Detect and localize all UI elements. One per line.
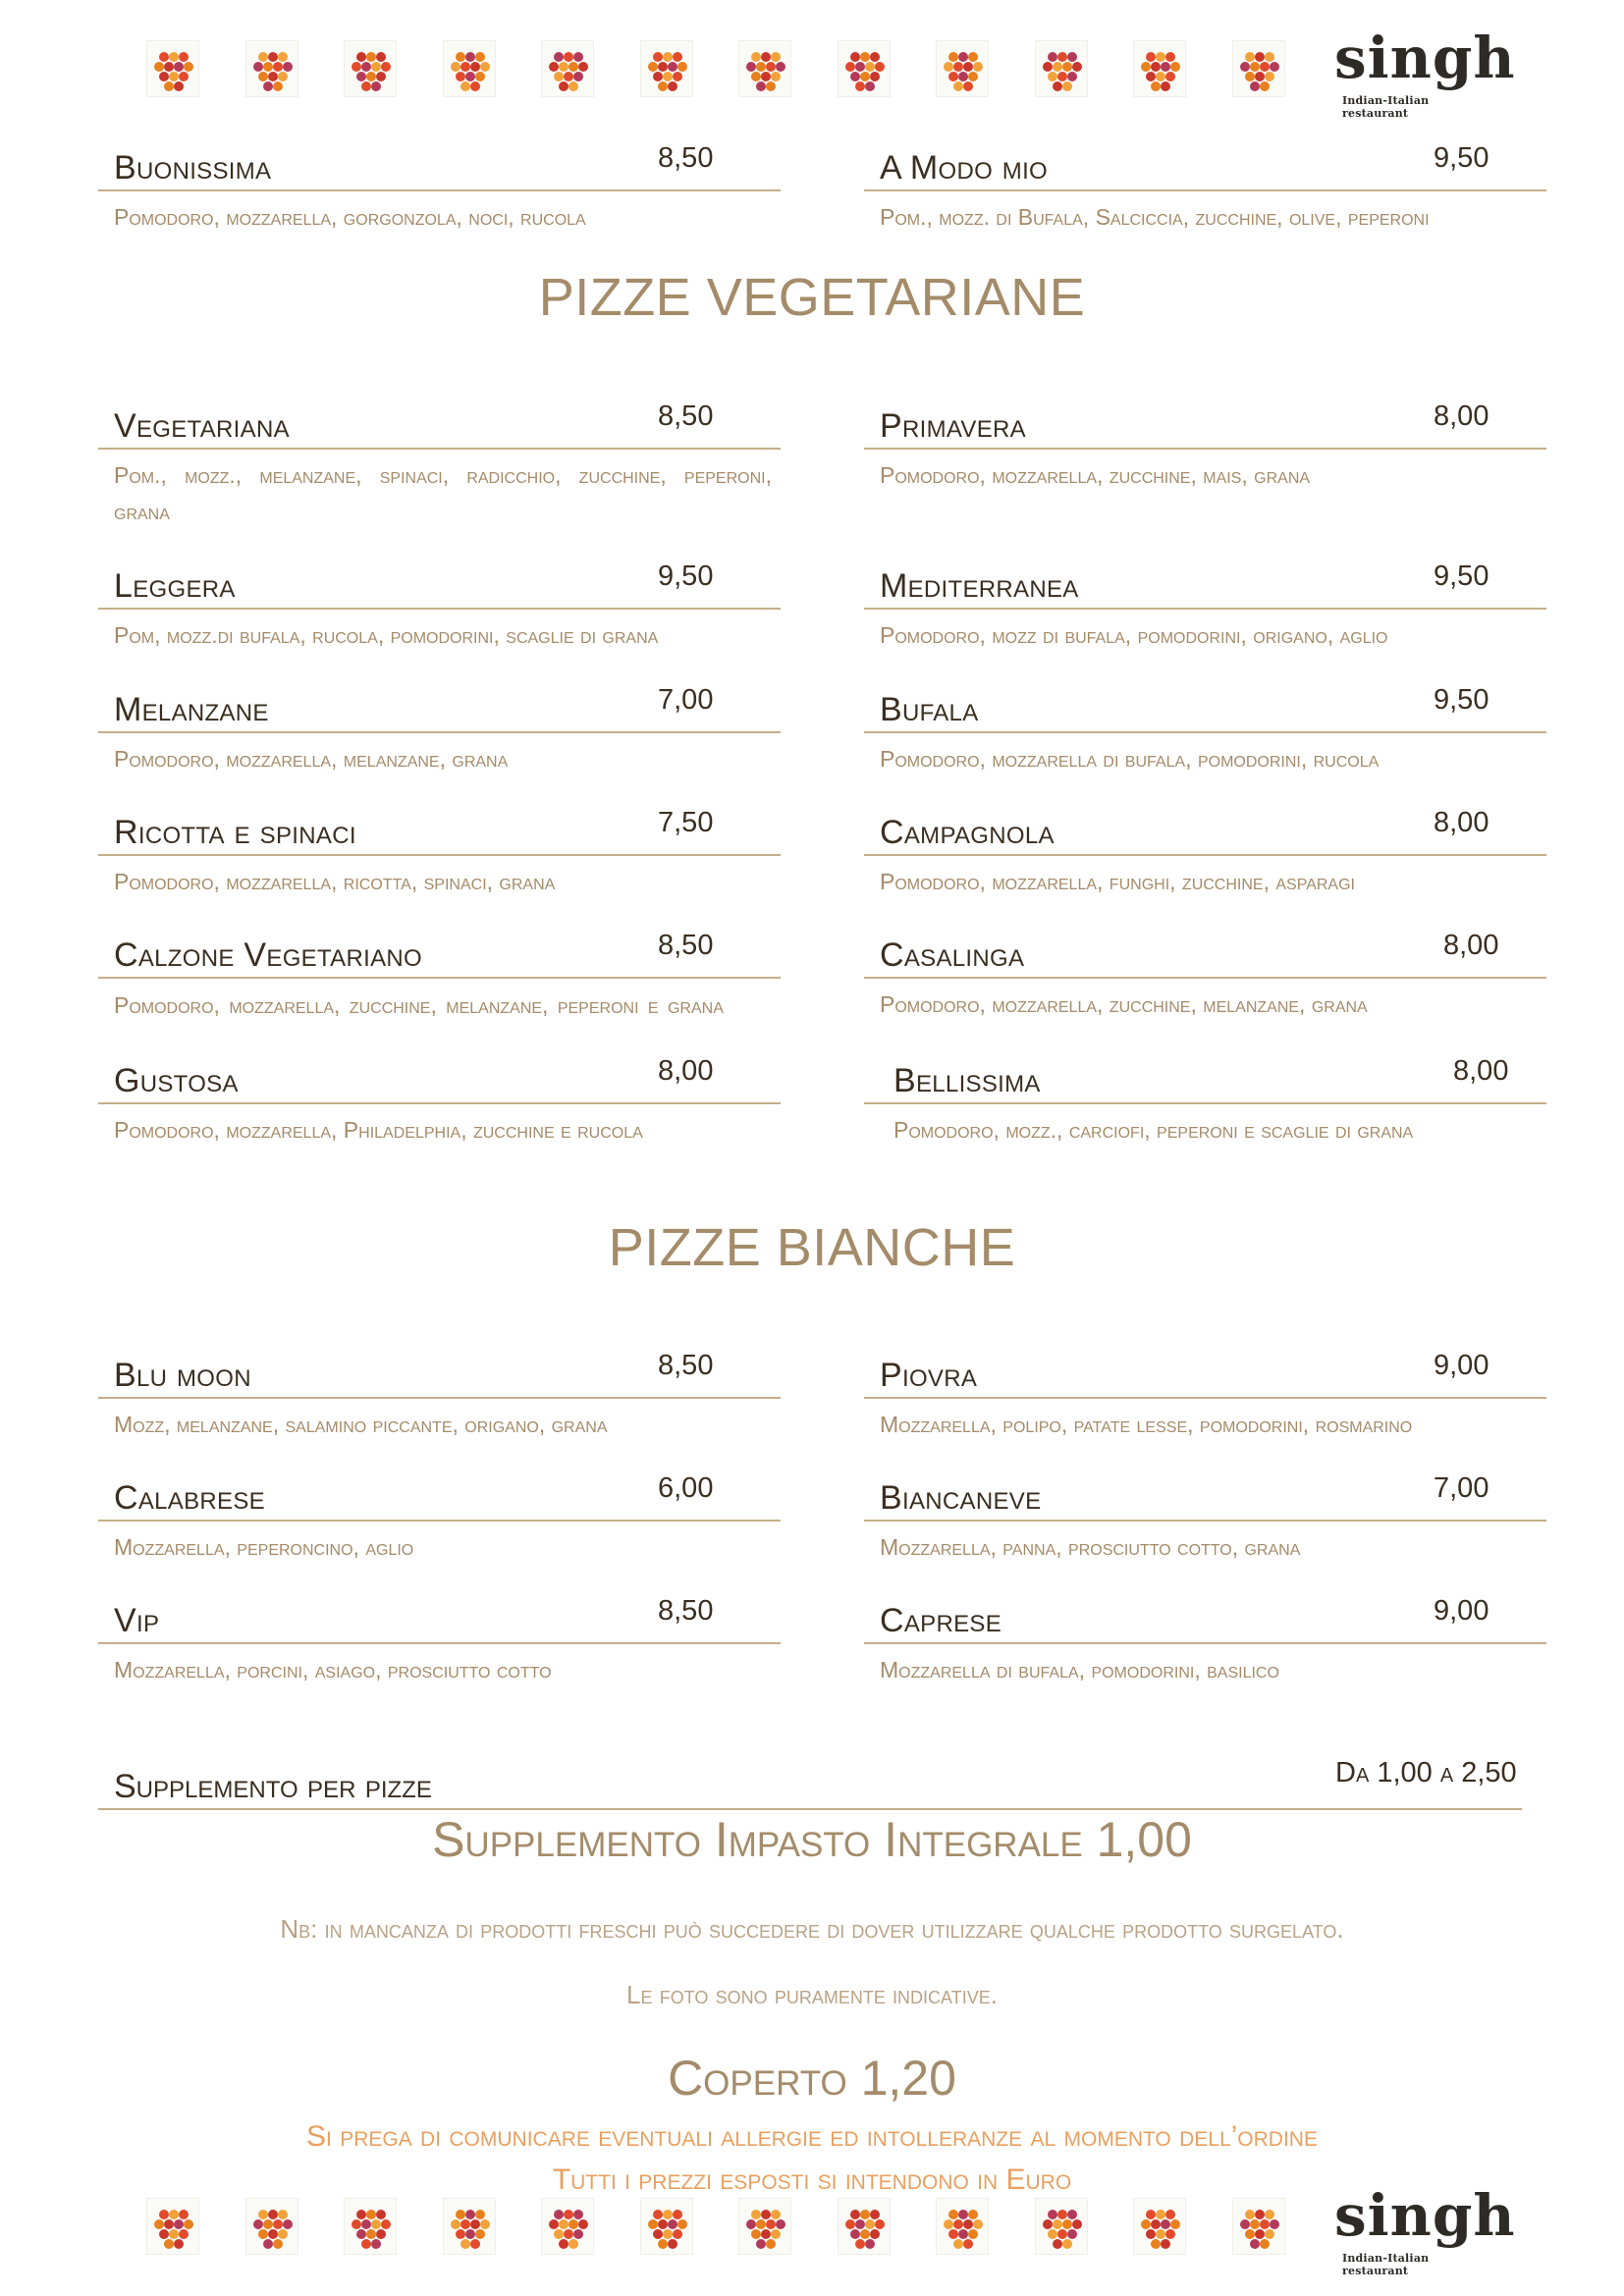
item-name: A Modo mio	[880, 149, 1049, 187]
menu-item	[864, 1595, 1546, 1688]
item-ingredients: Pomodoro, mozzarella di bufala, pomodorini, rucola	[880, 746, 1380, 772]
item-price: 8,00	[1453, 1055, 1509, 1087]
integral-supplement: Supplemento Impasto Integrale 1,00	[432, 1812, 1192, 1867]
item-name: Vip	[114, 1602, 160, 1639]
restaurant-logo-bottom	[1330, 2182, 1516, 2277]
menu-item	[864, 684, 1546, 777]
item-ingredients: Pomodoro, mozzarella, funghi, zucchine, asparagi	[880, 869, 1355, 894]
item-ingredients: Pom., mozz., melanzane, spinaci, radicchio, zucchine, peperoni, grana	[114, 462, 772, 524]
item-name: Leggera	[114, 567, 236, 605]
flower-dots-icon	[1233, 2199, 1284, 2254]
item-price: 9,00	[1434, 1350, 1489, 1381]
flower-dots-icon	[542, 2199, 593, 2254]
flower-dots-icon	[839, 2199, 890, 2254]
flower-dots-icon	[1036, 2199, 1087, 2254]
flower-dots-icon	[246, 2199, 298, 2254]
flower-dots-icon	[444, 2199, 495, 2254]
section-title-bianche: PIZZE BIANCHE	[608, 1218, 1016, 1277]
item-price: 8,50	[658, 1595, 714, 1627]
item-name: Vegetariana	[114, 407, 290, 445]
item-name: Bellissima	[893, 1062, 1041, 1099]
photos-note: Le foto sono puramente indicative.	[626, 1980, 998, 2009]
flower-dots-icon	[641, 41, 692, 96]
item-name: Campagnola	[880, 814, 1055, 851]
flower-dots-icon	[641, 2199, 692, 2254]
menu-item	[98, 684, 781, 777]
item-ingredients: Pomodoro, mozzarella, gorgonzola, noci, rucola	[114, 204, 586, 230]
menu-item	[98, 561, 781, 654]
item-name: Piovra	[880, 1357, 978, 1394]
menu-item	[98, 807, 781, 900]
menu-item	[98, 930, 781, 1024]
menu-item	[98, 1595, 781, 1688]
item-name: Casalinga	[880, 936, 1025, 974]
flower-dots-icon	[345, 41, 396, 96]
item-ingredients: Pomodoro, mozzarella, zucchine, mais, grana	[880, 462, 1311, 488]
flower-dots-icon	[1134, 41, 1185, 96]
flower-dots-icon	[739, 41, 790, 96]
flower-dots-icon	[937, 41, 988, 96]
item-price: 7,00	[658, 684, 714, 716]
item-ingredients: Pomodoro, mozzarella, zucchine, melanzane, grana	[880, 991, 1368, 1017]
item-ingredients: Pomodoro, mozzarella, melanzane, grana	[114, 746, 509, 772]
item-name: Caprese	[880, 1602, 1002, 1639]
flower-dots-icon	[542, 41, 593, 96]
item-price: 9,50	[658, 561, 714, 592]
item-price: 7,50	[658, 807, 714, 838]
frozen-products-note: Nb: in mancanza di prodotti freschi può succedere di dover utilizzare qualche prodotto surgelato.	[280, 1914, 1344, 1944]
item-ingredients: Pom, mozz.di bufala, rucola, pomodorini, scaglie di grana	[114, 622, 659, 648]
flower-dots-icon	[1036, 41, 1087, 96]
logo-wordmark: singh	[1334, 25, 1516, 91]
menu-item	[864, 807, 1546, 900]
menu-item	[864, 930, 1546, 1023]
item-name: Melanzane	[114, 691, 269, 728]
menu-item	[98, 400, 781, 530]
flower-dots-icon	[1233, 41, 1284, 96]
item-name: Bufala	[880, 691, 979, 728]
item-price: 8,00	[658, 1055, 714, 1087]
item-price: 8,00	[1443, 930, 1499, 961]
menu-item	[98, 1350, 781, 1443]
flower-dots-icon	[147, 41, 198, 96]
item-price: 6,00	[658, 1472, 714, 1504]
menu-item	[864, 1055, 1546, 1148]
item-ingredients: Mozzarella, polipo, patate lesse, pomodorini, rosmarino	[880, 1412, 1413, 1437]
item-ingredients: Pomodoro, mozzarella, ricotta, spinaci, grana	[114, 869, 556, 894]
menu-item	[864, 142, 1546, 236]
supplement-label: Supplemento per pizze	[114, 1768, 432, 1805]
item-name: Buonissima	[114, 149, 272, 187]
item-price: 8,00	[1434, 807, 1489, 838]
supplement-range: Da 1,00 a 2,50	[1335, 1757, 1517, 1789]
euro-note: Tutti i prezzi esposti si intendono in Euro	[552, 2163, 1072, 2196]
item-ingredients: Mozzarella, peperoncino, aglio	[114, 1534, 414, 1560]
item-price: 8,50	[658, 1350, 714, 1381]
menu-item	[98, 1055, 781, 1148]
menu-item	[98, 1472, 781, 1566]
flower-dots-icon	[246, 41, 298, 96]
flower-dots-icon	[937, 2199, 988, 2254]
cover-charge: Coperto 1,20	[668, 2051, 956, 2106]
item-name: Blu moon	[114, 1357, 251, 1394]
menu-item	[864, 1472, 1546, 1566]
allergy-note: Si prega di comunicare eventuali allergie ed intolleranze al momento dell’ordine	[306, 2120, 1318, 2153]
logo-subtitle: Indian-Italian restaurant	[1342, 94, 1430, 120]
item-price: 9,50	[1434, 561, 1489, 592]
flower-dots-icon	[1134, 2199, 1185, 2254]
item-ingredients: Pomodoro, mozz., carciofi, peperoni e scaglie di grana	[893, 1117, 1414, 1143]
item-ingredients: Pomodoro, mozz di bufala, pomodorini, origano, aglio	[880, 622, 1388, 648]
menu-item	[864, 1350, 1546, 1443]
item-name: Calabrese	[114, 1479, 265, 1517]
item-name: Ricotta e spinaci	[114, 814, 356, 851]
item-ingredients: Pomodoro, mozzarella, Philadelphia, zucchine e rucola	[114, 1117, 643, 1143]
item-price: 8,50	[658, 930, 714, 961]
item-ingredients: Pomodoro, mozzarella, zucchine, melanzane, peperoni e grana	[114, 992, 724, 1018]
logo-wordmark: singh	[1334, 2182, 1516, 2249]
item-price: 9,50	[1434, 684, 1489, 716]
item-price: 7,00	[1434, 1472, 1489, 1504]
item-name: Mediterranea	[880, 567, 1079, 605]
item-name: Gustosa	[114, 1062, 239, 1099]
logo-subtitle: Indian-Italian restaurant	[1342, 2252, 1430, 2277]
section-title-vegetariane: PIZZE VEGETARIANE	[538, 268, 1086, 327]
menu-item	[864, 400, 1546, 494]
flower-dots-icon	[839, 41, 890, 96]
item-ingredients: Mozzarella, porcini, asiago, prosciutto cotto	[114, 1657, 552, 1682]
menu-item	[864, 561, 1546, 654]
flower-dots-icon	[345, 2199, 396, 2254]
item-name: Primavera	[880, 407, 1026, 445]
item-price: 8,50	[658, 400, 714, 432]
item-price: 8,00	[1434, 400, 1489, 432]
item-name: Biancaneve	[880, 1479, 1042, 1517]
flower-dots-icon	[739, 2199, 790, 2254]
item-ingredients: Mozz, melanzane, salamino piccante, origano, grana	[114, 1412, 608, 1437]
supplement-row	[98, 1757, 1522, 1810]
item-price: 9,50	[1434, 142, 1489, 174]
item-price: 9,00	[1434, 1595, 1489, 1627]
flower-dots-icon	[444, 41, 495, 96]
item-name: Calzone Vegetariano	[114, 936, 422, 974]
item-ingredients: Mozzarella di bufala, pomodorini, basilico	[880, 1657, 1279, 1682]
item-ingredients: Mozzarella, panna, prosciutto cotto, grana	[880, 1534, 1301, 1560]
restaurant-logo	[1330, 25, 1516, 120]
item-ingredients: Pom., mozz. di Bufala, Salciccia, zucchine, olive, peperoni	[880, 204, 1430, 230]
menu-item	[98, 142, 781, 236]
flower-dots-icon	[147, 2199, 198, 2254]
item-price: 8,50	[658, 142, 714, 174]
